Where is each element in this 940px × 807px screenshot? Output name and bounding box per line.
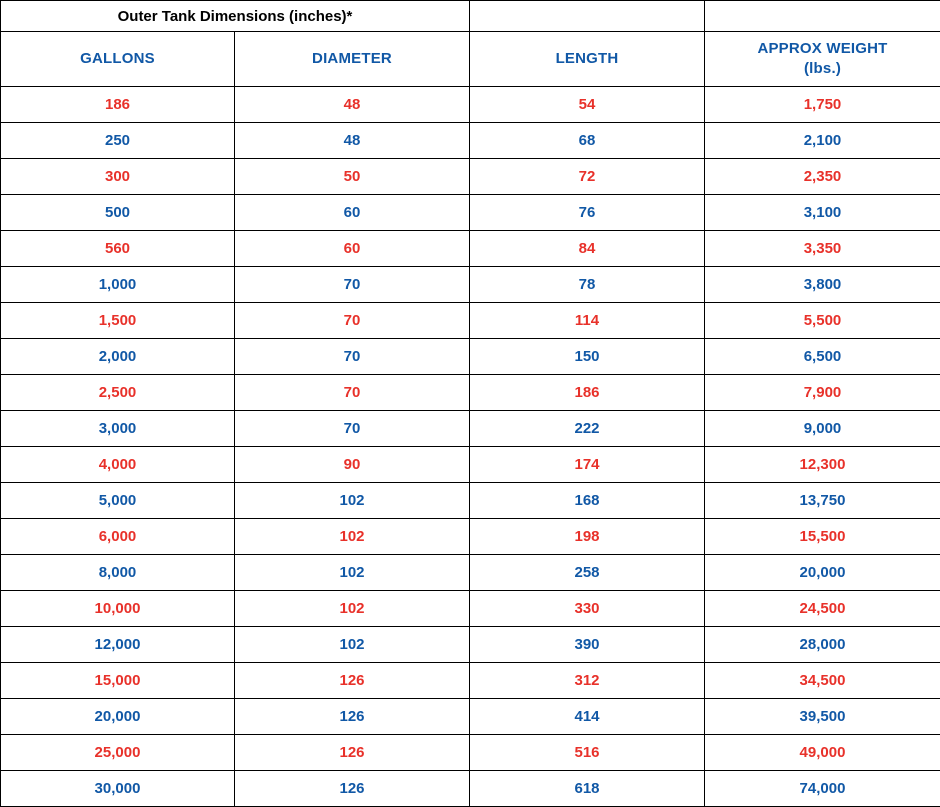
- cell-length: 84: [470, 231, 705, 267]
- cell-approx-weight: 6,500: [705, 339, 940, 375]
- cell-approx-weight: 20,000: [705, 555, 940, 591]
- cell-gallons: 12,000: [1, 627, 235, 663]
- cell-approx-weight: 2,350: [705, 159, 940, 195]
- cell-diameter: 60: [235, 195, 470, 231]
- cell-gallons: 1,000: [1, 267, 235, 303]
- cell-diameter: 102: [235, 555, 470, 591]
- table-row: [1, 483, 940, 519]
- cell-length: 168: [470, 483, 705, 519]
- cell-gallons: 30,000: [1, 771, 235, 807]
- super-header-blank-length: [470, 1, 705, 32]
- cell-diameter: 126: [235, 735, 470, 771]
- table-row: [1, 771, 940, 807]
- cell-approx-weight: 12,300: [705, 447, 940, 483]
- table-row: [1, 375, 940, 411]
- table-row: [1, 411, 940, 447]
- table-super-header-row: [1, 1, 940, 32]
- cell-length: 78: [470, 267, 705, 303]
- cell-diameter: 48: [235, 87, 470, 123]
- cell-approx-weight: 7,900: [705, 375, 940, 411]
- cell-approx-weight: 34,500: [705, 663, 940, 699]
- table-row: [1, 555, 940, 591]
- cell-length: 150: [470, 339, 705, 375]
- cell-length: 516: [470, 735, 705, 771]
- table-row: [1, 159, 940, 195]
- cell-length: 54: [470, 87, 705, 123]
- column-header-diameter: [235, 32, 470, 87]
- cell-diameter: 70: [235, 339, 470, 375]
- column-header-approx-weight-line1: APPROX WEIGHT: [705, 39, 940, 59]
- cell-length: 330: [470, 591, 705, 627]
- cell-gallons: 500: [1, 195, 235, 231]
- cell-approx-weight: 9,000: [705, 411, 940, 447]
- cell-length: 174: [470, 447, 705, 483]
- cell-gallons: 15,000: [1, 663, 235, 699]
- cell-diameter: 60: [235, 231, 470, 267]
- cell-diameter: 126: [235, 771, 470, 807]
- cell-gallons: 250: [1, 123, 235, 159]
- cell-diameter: 70: [235, 267, 470, 303]
- cell-length: 618: [470, 771, 705, 807]
- table-row: [1, 699, 940, 735]
- cell-length: 72: [470, 159, 705, 195]
- cell-diameter: 70: [235, 375, 470, 411]
- cell-gallons: 560: [1, 231, 235, 267]
- table-row: [1, 195, 940, 231]
- table-row: [1, 519, 940, 555]
- table-row: [1, 591, 940, 627]
- cell-approx-weight: 3,800: [705, 267, 940, 303]
- column-header-approx-weight-line2: (lbs.): [705, 59, 940, 79]
- cell-gallons: 20,000: [1, 699, 235, 735]
- cell-approx-weight: 15,500: [705, 519, 940, 555]
- cell-length: 390: [470, 627, 705, 663]
- cell-gallons: 4,000: [1, 447, 235, 483]
- cell-diameter: 50: [235, 159, 470, 195]
- cell-approx-weight: 2,100: [705, 123, 940, 159]
- cell-gallons: 8,000: [1, 555, 235, 591]
- column-header-length: [470, 32, 705, 87]
- table-row: [1, 339, 940, 375]
- cell-length: 186: [470, 375, 705, 411]
- super-header-outer-tank-dimensions: Outer Tank Dimensions (inches)*: [1, 1, 470, 32]
- cell-diameter: 126: [235, 699, 470, 735]
- column-header-gallons-line1: GALLONS: [1, 49, 234, 69]
- cell-gallons: 5,000: [1, 483, 235, 519]
- column-header-gallons: [1, 32, 235, 87]
- cell-diameter: 70: [235, 411, 470, 447]
- cell-length: 222: [470, 411, 705, 447]
- column-header-length-line1: LENGTH: [470, 49, 704, 69]
- cell-length: 68: [470, 123, 705, 159]
- cell-diameter: 48: [235, 123, 470, 159]
- column-header-approx-weight: [705, 32, 940, 87]
- cell-approx-weight: 24,500: [705, 591, 940, 627]
- cell-length: 414: [470, 699, 705, 735]
- cell-length: 114: [470, 303, 705, 339]
- table-row: [1, 627, 940, 663]
- cell-approx-weight: 28,000: [705, 627, 940, 663]
- cell-approx-weight: 39,500: [705, 699, 940, 735]
- cell-length: 76: [470, 195, 705, 231]
- cell-approx-weight: 3,350: [705, 231, 940, 267]
- cell-length: 198: [470, 519, 705, 555]
- column-header-diameter-line1: DIAMETER: [235, 49, 469, 69]
- cell-diameter: 102: [235, 519, 470, 555]
- table-row: [1, 267, 940, 303]
- cell-gallons: 1,500: [1, 303, 235, 339]
- cell-diameter: 126: [235, 663, 470, 699]
- table-row: [1, 303, 940, 339]
- cell-gallons: 2,000: [1, 339, 235, 375]
- cell-diameter: 90: [235, 447, 470, 483]
- cell-diameter: 102: [235, 627, 470, 663]
- table-row: [1, 663, 940, 699]
- table-row: [1, 87, 940, 123]
- cell-approx-weight: 1,750: [705, 87, 940, 123]
- cell-approx-weight: 13,750: [705, 483, 940, 519]
- cell-gallons: 186: [1, 87, 235, 123]
- cell-approx-weight: 49,000: [705, 735, 940, 771]
- cell-diameter: 102: [235, 483, 470, 519]
- cell-approx-weight: 3,100: [705, 195, 940, 231]
- cell-diameter: 102: [235, 591, 470, 627]
- table-row: [1, 447, 940, 483]
- cell-gallons: 10,000: [1, 591, 235, 627]
- cell-length: 312: [470, 663, 705, 699]
- cell-approx-weight: 74,000: [705, 771, 940, 807]
- cell-gallons: 2,500: [1, 375, 235, 411]
- table-row: [1, 735, 940, 771]
- cell-length: 258: [470, 555, 705, 591]
- cell-approx-weight: 5,500: [705, 303, 940, 339]
- cell-gallons: 25,000: [1, 735, 235, 771]
- table-row: [1, 123, 940, 159]
- cell-gallons: 6,000: [1, 519, 235, 555]
- cell-gallons: 3,000: [1, 411, 235, 447]
- cell-gallons: 300: [1, 159, 235, 195]
- table-header-row: [1, 32, 940, 87]
- table-row: [1, 231, 940, 267]
- super-header-blank-weight: [705, 1, 940, 32]
- cell-diameter: 70: [235, 303, 470, 339]
